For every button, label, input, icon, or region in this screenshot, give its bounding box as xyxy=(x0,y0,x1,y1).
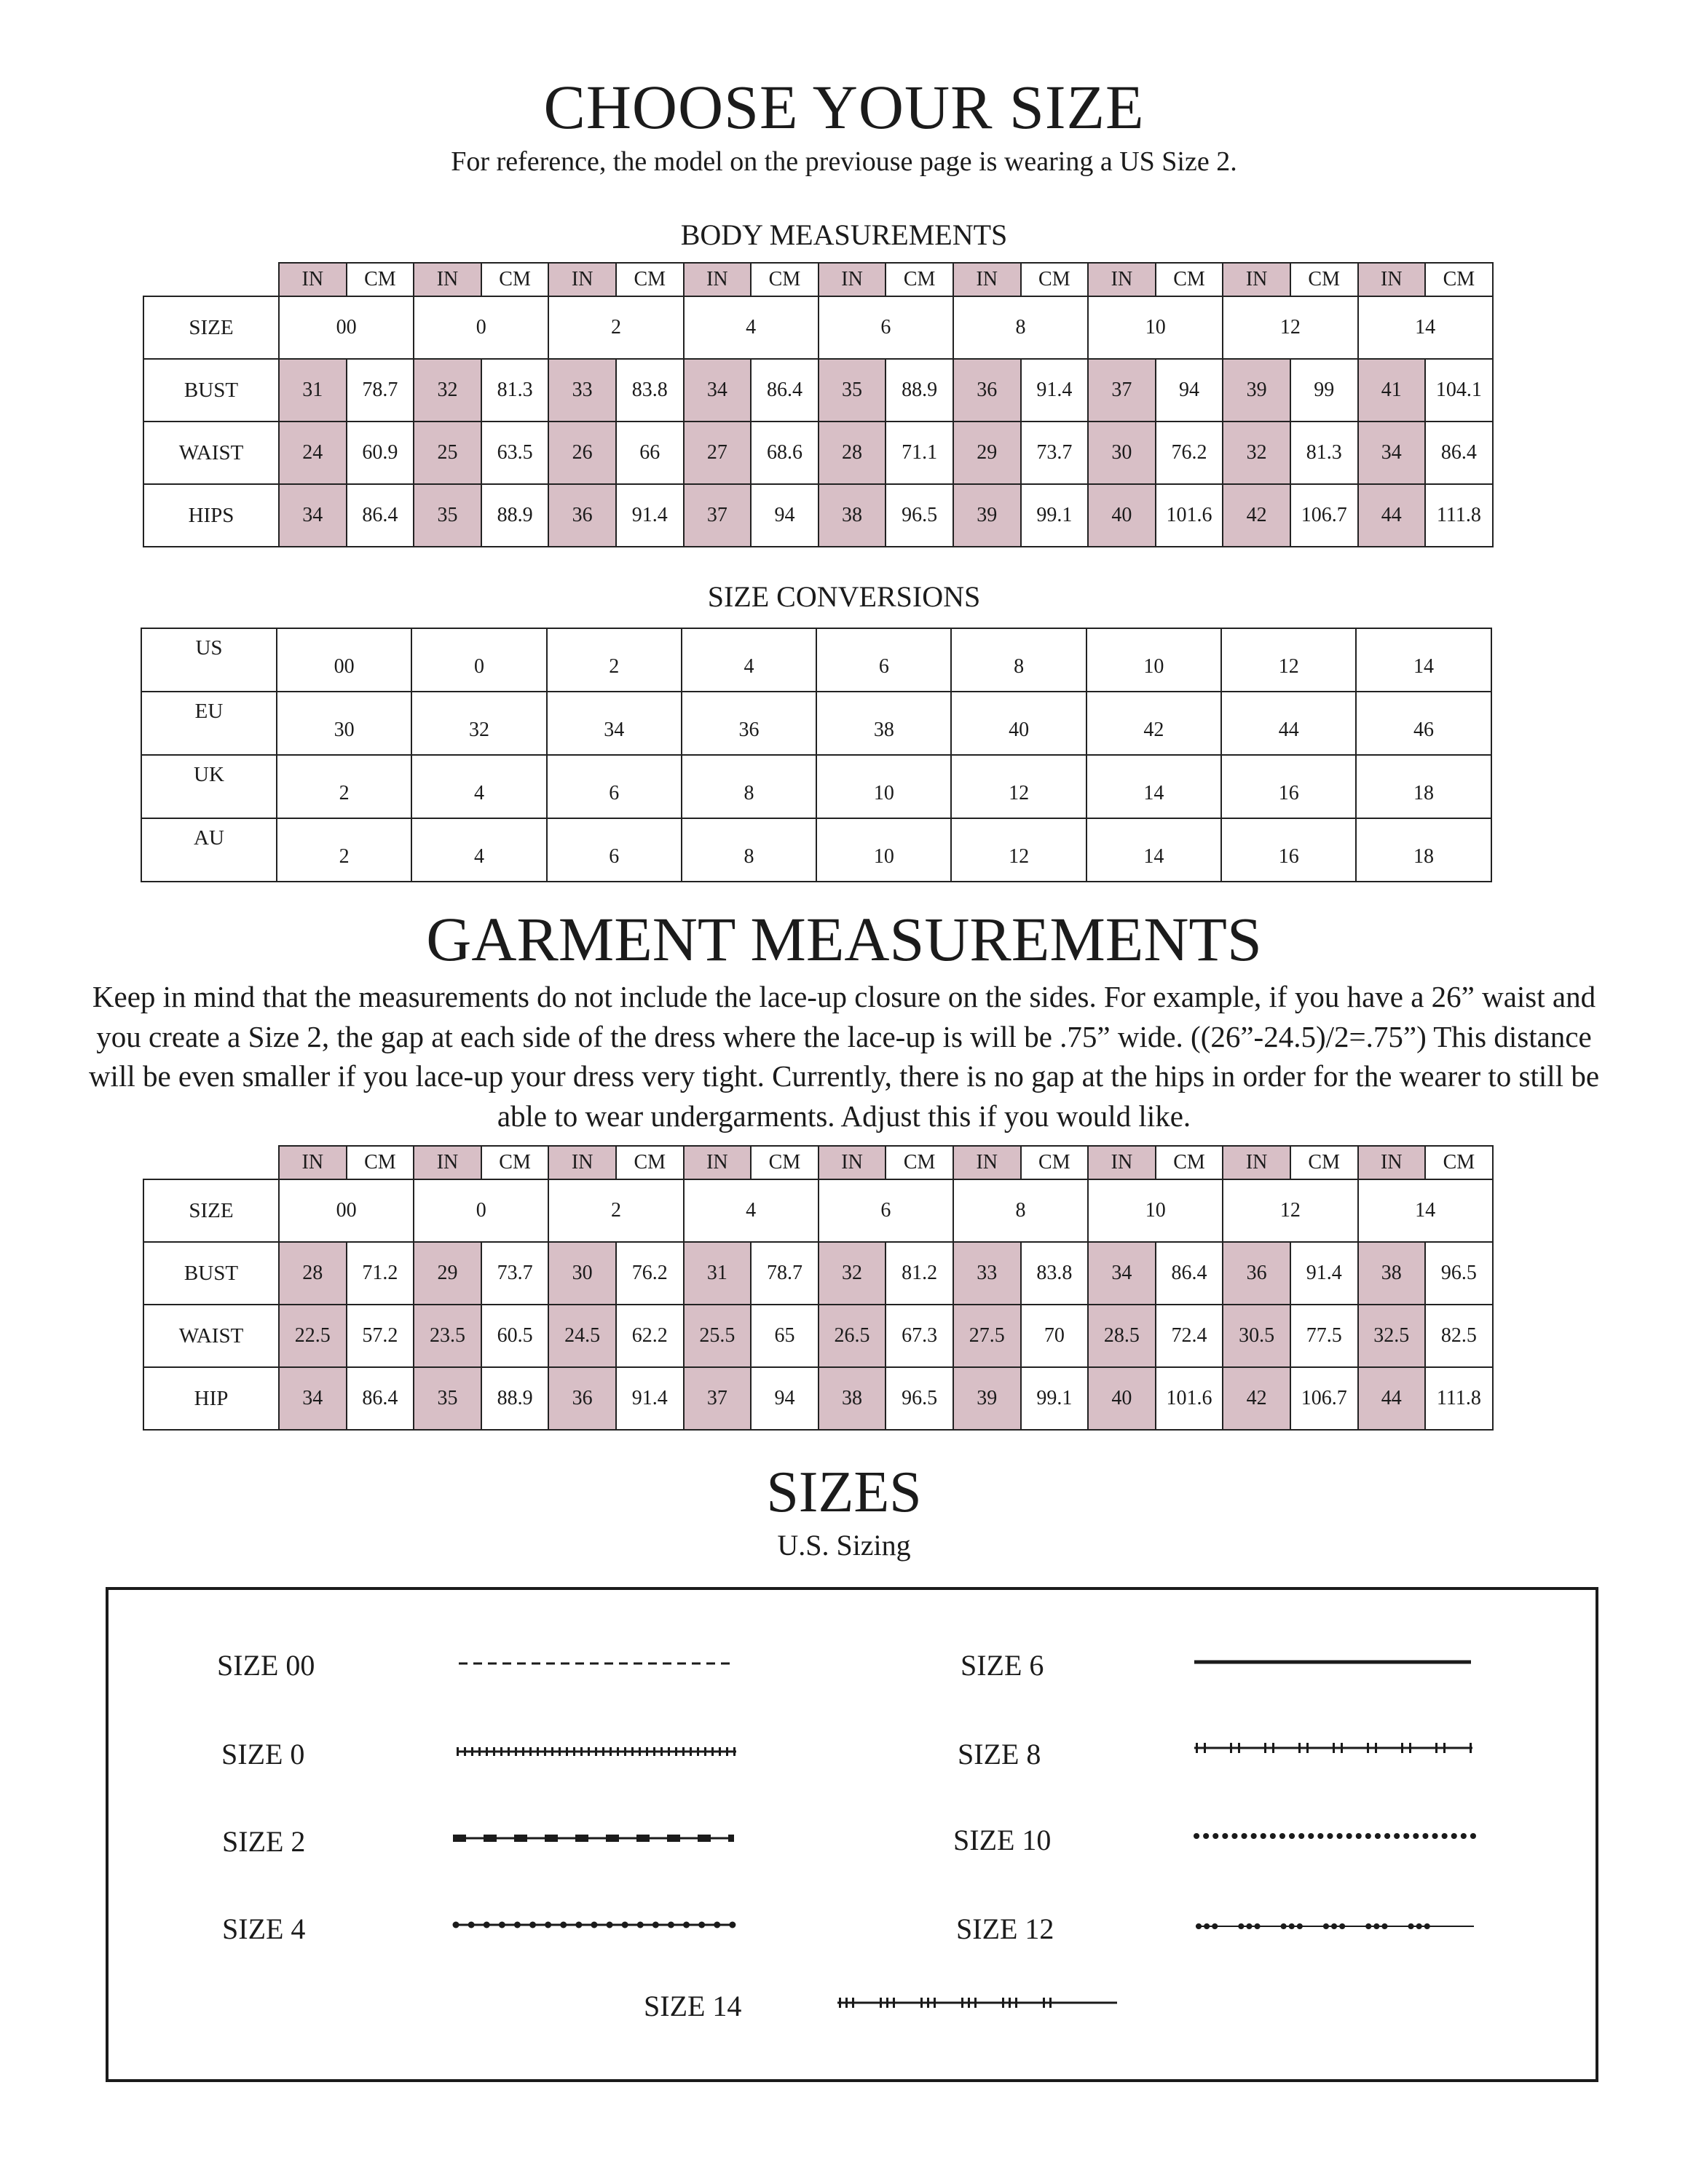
garment-unit-header: CM xyxy=(481,1146,549,1179)
body-value-cell: 37 xyxy=(1088,359,1156,422)
garment-value-cell: 72.4 xyxy=(1156,1305,1223,1367)
garment-value-cell: 57.2 xyxy=(347,1305,414,1367)
garment-value-cell: 38 xyxy=(1358,1242,1426,1305)
conversion-value-cell: 10 xyxy=(816,755,951,818)
garment-measure-row xyxy=(143,1305,1493,1367)
body-row-label: HIPS xyxy=(143,484,279,547)
body-size-cell: 14 xyxy=(1358,296,1493,359)
body-unit-header: CM xyxy=(1021,263,1089,296)
body-value-cell: 99 xyxy=(1290,359,1358,422)
conversion-value-cell: 14 xyxy=(1356,628,1491,692)
garment-value-cell: 70 xyxy=(1021,1305,1089,1367)
body-value-cell: 30 xyxy=(1088,422,1156,484)
garment-unit-header: CM xyxy=(1425,1146,1493,1179)
body-value-cell: 44 xyxy=(1358,484,1426,547)
garment-value-cell: 32 xyxy=(819,1242,886,1305)
body-value-cell: 94 xyxy=(751,484,819,547)
conversion-value-cell: 14 xyxy=(1086,755,1221,818)
body-value-cell: 91.4 xyxy=(1021,359,1089,422)
body-value-cell: 88.9 xyxy=(886,359,953,422)
garment-measure-row xyxy=(143,1242,1493,1305)
body-value-cell: 25 xyxy=(414,422,481,484)
body-unit-header: IN xyxy=(1088,263,1156,296)
garment-value-cell: 28.5 xyxy=(1088,1305,1156,1367)
garment-value-cell: 28 xyxy=(279,1242,347,1305)
sizes-heading: SIZES xyxy=(766,1460,922,1524)
garment-size-cell: 00 xyxy=(279,1179,414,1242)
body-value-cell: 39 xyxy=(1223,359,1290,422)
body-value-cell: 29 xyxy=(953,422,1021,484)
garment-value-cell: 67.3 xyxy=(886,1305,953,1367)
garment-row-label: HIP xyxy=(143,1367,279,1430)
body-unit-header: CM xyxy=(481,263,549,296)
garment-unit-header: IN xyxy=(819,1146,886,1179)
garment-measurements-table xyxy=(143,1145,1494,1431)
garment-unit-header: CM xyxy=(886,1146,953,1179)
garment-value-cell: 94 xyxy=(751,1367,819,1430)
size-00-line-sample xyxy=(459,1656,735,1671)
conversion-value-cell: 6 xyxy=(816,628,951,692)
garment-value-cell: 82.5 xyxy=(1425,1305,1493,1367)
garment-value-cell: 36 xyxy=(548,1367,616,1430)
body-row-label: WAIST xyxy=(143,422,279,484)
garment-value-cell: 86.4 xyxy=(347,1367,414,1430)
body-unit-header: IN xyxy=(1223,263,1290,296)
conversion-value-cell: 2 xyxy=(547,628,682,692)
conversion-region-label: AU xyxy=(141,818,277,882)
body-measure-row xyxy=(143,422,1493,484)
garment-value-cell: 88.9 xyxy=(481,1367,549,1430)
garment-row-label: WAIST xyxy=(143,1305,279,1367)
garment-size-cell: 14 xyxy=(1358,1179,1493,1242)
garment-value-cell: 32.5 xyxy=(1358,1305,1426,1367)
conversion-value-cell: 38 xyxy=(816,692,951,755)
garment-value-cell: 44 xyxy=(1358,1367,1426,1430)
conversion-value-cell: 10 xyxy=(816,818,951,882)
garment-row-label: BUST xyxy=(143,1242,279,1305)
empty-corner-cell xyxy=(143,263,279,296)
conversion-value-cell: 0 xyxy=(411,628,546,692)
garment-value-cell: 40 xyxy=(1088,1367,1156,1430)
body-value-cell: 32 xyxy=(414,359,481,422)
body-size-row xyxy=(143,296,1493,359)
body-unit-header: IN xyxy=(279,263,347,296)
garment-size-cell: 2 xyxy=(548,1179,683,1242)
garment-value-cell: 99.1 xyxy=(1021,1367,1089,1430)
conversion-value-cell: 8 xyxy=(682,818,816,882)
body-value-cell: 34 xyxy=(684,359,752,422)
body-unit-header: IN xyxy=(548,263,616,296)
conversion-value-cell: 00 xyxy=(277,628,411,692)
body-value-cell: 35 xyxy=(819,359,886,422)
conversion-value-cell: 4 xyxy=(411,818,546,882)
garment-value-cell: 34 xyxy=(279,1367,347,1430)
garment-value-cell: 42 xyxy=(1223,1367,1290,1430)
conversion-region-label: UK xyxy=(141,755,277,818)
body-measurements-table xyxy=(143,262,1494,547)
body-value-cell: 35 xyxy=(414,484,481,547)
body-value-cell: 26 xyxy=(548,422,616,484)
conversion-value-cell: 4 xyxy=(682,628,816,692)
conversion-value-cell: 42 xyxy=(1086,692,1221,755)
garment-unit-header: CM xyxy=(1290,1146,1358,1179)
body-unit-header: CM xyxy=(347,263,414,296)
body-value-cell: 83.8 xyxy=(616,359,684,422)
conversion-value-cell: 46 xyxy=(1356,692,1491,755)
garment-value-cell: 78.7 xyxy=(751,1242,819,1305)
garment-value-cell: 36 xyxy=(1223,1242,1290,1305)
conversion-row xyxy=(141,692,1491,755)
conversion-region-label: US xyxy=(141,628,277,692)
size-4-line-sample xyxy=(453,1918,734,1932)
body-unit-header: IN xyxy=(953,263,1021,296)
garment-unit-header: CM xyxy=(616,1146,684,1179)
conversion-value-cell: 18 xyxy=(1356,818,1491,882)
body-size-cell: 10 xyxy=(1088,296,1223,359)
garment-value-cell: 106.7 xyxy=(1290,1367,1358,1430)
garment-size-cell: 10 xyxy=(1088,1179,1223,1242)
garment-value-cell: 33 xyxy=(953,1242,1021,1305)
garment-measure-row xyxy=(143,1367,1493,1430)
size-10-line-sample xyxy=(1194,1829,1474,1843)
conversion-value-cell: 6 xyxy=(547,755,682,818)
body-value-cell: 86.4 xyxy=(1425,422,1493,484)
conversion-row xyxy=(141,818,1491,882)
garment-unit-header: CM xyxy=(1021,1146,1089,1179)
body-value-cell: 38 xyxy=(819,484,886,547)
body-unit-header: IN xyxy=(684,263,752,296)
conversion-value-cell: 12 xyxy=(951,818,1086,882)
conversion-value-cell: 34 xyxy=(547,692,682,755)
body-unit-header: CM xyxy=(1156,263,1223,296)
body-value-cell: 41 xyxy=(1358,359,1426,422)
garment-unit-header: IN xyxy=(1088,1146,1156,1179)
body-value-cell: 81.3 xyxy=(1290,422,1358,484)
page-subtitle: For reference, the model on the previouse page is wearing a US Size 2. xyxy=(451,146,1237,177)
garment-unit-header: CM xyxy=(1156,1146,1223,1179)
size-conversions-heading: SIZE CONVERSIONS xyxy=(707,580,981,613)
body-size-cell: 8 xyxy=(953,296,1088,359)
garment-size-cell: 8 xyxy=(953,1179,1088,1242)
body-value-cell: 39 xyxy=(953,484,1021,547)
body-size-cell: 12 xyxy=(1223,296,1357,359)
body-size-cell: 0 xyxy=(414,296,548,359)
body-value-cell: 68.6 xyxy=(751,422,819,484)
garment-size-cell: 0 xyxy=(414,1179,548,1242)
body-value-cell: 101.6 xyxy=(1156,484,1223,547)
garment-value-cell: 77.5 xyxy=(1290,1305,1358,1367)
garment-measurements-heading: GARMENT MEASUREMENTS xyxy=(426,904,1262,974)
garment-unit-header: IN xyxy=(953,1146,1021,1179)
body-unit-header: CM xyxy=(1290,263,1358,296)
size-0-line-sample xyxy=(457,1744,736,1759)
body-value-cell: 32 xyxy=(1223,422,1290,484)
body-size-cell: 4 xyxy=(684,296,819,359)
body-size-cell: 2 xyxy=(548,296,683,359)
body-unit-header-row xyxy=(143,263,1493,296)
garment-size-cell: 12 xyxy=(1223,1179,1357,1242)
garment-unit-header: CM xyxy=(347,1146,414,1179)
body-value-cell: 111.8 xyxy=(1425,484,1493,547)
body-value-cell: 66 xyxy=(616,422,684,484)
body-value-cell: 31 xyxy=(279,359,347,422)
conversion-value-cell: 4 xyxy=(411,755,546,818)
garment-value-cell: 27.5 xyxy=(953,1305,1021,1367)
body-unit-header: CM xyxy=(886,263,953,296)
garment-value-cell: 26.5 xyxy=(819,1305,886,1367)
garment-value-cell: 37 xyxy=(684,1367,752,1430)
body-value-cell: 27 xyxy=(684,422,752,484)
size-4-label: SIZE 4 xyxy=(222,1912,306,1945)
garment-value-cell: 29 xyxy=(414,1242,481,1305)
size-12-line-sample xyxy=(1196,1919,1474,1934)
conversion-row xyxy=(141,755,1491,818)
conversion-value-cell: 8 xyxy=(682,755,816,818)
garment-value-cell: 76.2 xyxy=(616,1242,684,1305)
body-value-cell: 99.1 xyxy=(1021,484,1089,547)
garment-value-cell: 83.8 xyxy=(1021,1242,1089,1305)
body-value-cell: 104.1 xyxy=(1425,359,1493,422)
garment-unit-header: IN xyxy=(279,1146,347,1179)
body-value-cell: 60.9 xyxy=(347,422,414,484)
garment-value-cell: 22.5 xyxy=(279,1305,347,1367)
body-unit-header: CM xyxy=(1425,263,1493,296)
body-row-label: BUST xyxy=(143,359,279,422)
body-value-cell: 34 xyxy=(1358,422,1426,484)
garment-size-row xyxy=(143,1179,1493,1242)
garment-value-cell: 71.2 xyxy=(347,1242,414,1305)
body-value-cell: 28 xyxy=(819,422,886,484)
garment-unit-header: IN xyxy=(414,1146,481,1179)
body-unit-header: CM xyxy=(751,263,819,296)
conversion-value-cell: 8 xyxy=(951,628,1086,692)
size-10-label: SIZE 10 xyxy=(953,1824,1052,1856)
body-measure-row xyxy=(143,359,1493,422)
size-2-label: SIZE 2 xyxy=(222,1825,306,1858)
body-value-cell: 88.9 xyxy=(481,484,549,547)
conversion-value-cell: 16 xyxy=(1221,755,1356,818)
sizes-subheading: U.S. Sizing xyxy=(777,1529,911,1562)
body-value-cell: 42 xyxy=(1223,484,1290,547)
garment-size-cell: 4 xyxy=(684,1179,819,1242)
body-value-cell: 94 xyxy=(1156,359,1223,422)
body-measure-row xyxy=(143,484,1493,547)
garment-value-cell: 62.2 xyxy=(616,1305,684,1367)
garment-value-cell: 30.5 xyxy=(1223,1305,1290,1367)
conversion-row xyxy=(141,628,1491,692)
garment-value-cell: 60.5 xyxy=(481,1305,549,1367)
body-size-cell: 6 xyxy=(819,296,953,359)
body-value-cell: 40 xyxy=(1088,484,1156,547)
garment-value-cell: 96.5 xyxy=(886,1367,953,1430)
conversion-region-label: EU xyxy=(141,692,277,755)
garment-value-cell: 31 xyxy=(684,1242,752,1305)
garment-value-cell: 111.8 xyxy=(1425,1367,1493,1430)
conversion-value-cell: 2 xyxy=(277,755,411,818)
garment-unit-header: CM xyxy=(751,1146,819,1179)
body-value-cell: 86.4 xyxy=(347,484,414,547)
garment-value-cell: 34 xyxy=(1088,1242,1156,1305)
body-value-cell: 78.7 xyxy=(347,359,414,422)
body-value-cell: 36 xyxy=(548,484,616,547)
size-6-line-sample xyxy=(1194,1655,1471,1669)
size-8-label: SIZE 8 xyxy=(958,1738,1041,1770)
garment-value-cell: 91.4 xyxy=(616,1367,684,1430)
size-6-label: SIZE 6 xyxy=(961,1649,1044,1682)
size-conversions-table xyxy=(141,628,1492,882)
body-unit-header: IN xyxy=(1358,263,1426,296)
garment-value-cell: 39 xyxy=(953,1367,1021,1430)
garment-value-cell: 81.2 xyxy=(886,1242,953,1305)
body-value-cell: 63.5 xyxy=(481,422,549,484)
garment-value-cell: 91.4 xyxy=(1290,1242,1358,1305)
body-value-cell: 24 xyxy=(279,422,347,484)
body-value-cell: 96.5 xyxy=(886,484,953,547)
body-value-cell: 73.7 xyxy=(1021,422,1089,484)
conversion-value-cell: 16 xyxy=(1221,818,1356,882)
conversion-value-cell: 18 xyxy=(1356,755,1491,818)
size-12-label: SIZE 12 xyxy=(956,1912,1054,1945)
body-value-cell: 71.1 xyxy=(886,422,953,484)
size-0-label: SIZE 0 xyxy=(221,1738,305,1770)
body-value-cell: 37 xyxy=(684,484,752,547)
conversion-value-cell: 12 xyxy=(1221,628,1356,692)
garment-unit-header: IN xyxy=(548,1146,616,1179)
body-value-cell: 76.2 xyxy=(1156,422,1223,484)
conversion-value-cell: 44 xyxy=(1221,692,1356,755)
garment-value-cell: 101.6 xyxy=(1156,1367,1223,1430)
garment-value-cell: 35 xyxy=(414,1367,481,1430)
size-2-line-sample xyxy=(453,1831,734,1845)
garment-value-cell: 24.5 xyxy=(548,1305,616,1367)
body-measurements-heading: BODY MEASUREMENTS xyxy=(680,218,1008,251)
garment-unit-header: IN xyxy=(1358,1146,1426,1179)
garment-value-cell: 96.5 xyxy=(1425,1242,1493,1305)
empty-corner-cell xyxy=(143,1146,279,1179)
body-value-cell: 86.4 xyxy=(751,359,819,422)
conversion-value-cell: 30 xyxy=(277,692,411,755)
body-value-cell: 81.3 xyxy=(481,359,549,422)
body-unit-header: IN xyxy=(414,263,481,296)
body-value-cell: 91.4 xyxy=(616,484,684,547)
conversion-value-cell: 36 xyxy=(682,692,816,755)
body-value-cell: 33 xyxy=(548,359,616,422)
garment-value-cell: 25.5 xyxy=(684,1305,752,1367)
size-14-line-sample xyxy=(837,1995,1117,2010)
body-value-cell: 34 xyxy=(279,484,347,547)
garment-unit-header: IN xyxy=(1223,1146,1290,1179)
garment-value-cell: 38 xyxy=(819,1367,886,1430)
conversion-value-cell: 2 xyxy=(277,818,411,882)
size-14-label: SIZE 14 xyxy=(644,1990,742,2022)
body-size-label: SIZE xyxy=(143,296,279,359)
conversion-value-cell: 32 xyxy=(411,692,546,755)
body-unit-header: CM xyxy=(616,263,684,296)
conversion-value-cell: 12 xyxy=(951,755,1086,818)
garment-value-cell: 73.7 xyxy=(481,1242,549,1305)
body-value-cell: 106.7 xyxy=(1290,484,1358,547)
size-8-line-sample xyxy=(1194,1741,1472,1755)
garment-note-paragraph: Keep in mind that the measurements do not include the lace-up closure on the sides. For example, if you have a 26” waist and you create a Size 2, the gap at each side of the dress where the lace-up is will be .75” wide. ((26”-24.5)/2=.75”) This distance will be even smaller if you lace-up your dress very tight. Currently, there is no gap at the hips in order for the wearer to still be able to wear undergarments. Adjust this if you would like. xyxy=(88,980,1600,1133)
conversion-value-cell: 40 xyxy=(951,692,1086,755)
conversion-value-cell: 14 xyxy=(1086,818,1221,882)
garment-size-cell: 6 xyxy=(819,1179,953,1242)
body-value-cell: 36 xyxy=(953,359,1021,422)
garment-value-cell: 23.5 xyxy=(414,1305,481,1367)
garment-size-label: SIZE xyxy=(143,1179,279,1242)
conversion-value-cell: 6 xyxy=(547,818,682,882)
garment-unit-header-row xyxy=(143,1146,1493,1179)
garment-value-cell: 30 xyxy=(548,1242,616,1305)
garment-value-cell: 86.4 xyxy=(1156,1242,1223,1305)
body-unit-header: IN xyxy=(819,263,886,296)
page-title: CHOOSE YOUR SIZE xyxy=(543,72,1145,142)
size-00-label: SIZE 00 xyxy=(217,1649,315,1682)
garment-unit-header: IN xyxy=(684,1146,752,1179)
conversion-value-cell: 10 xyxy=(1086,628,1221,692)
garment-value-cell: 65 xyxy=(751,1305,819,1367)
body-size-cell: 00 xyxy=(279,296,414,359)
